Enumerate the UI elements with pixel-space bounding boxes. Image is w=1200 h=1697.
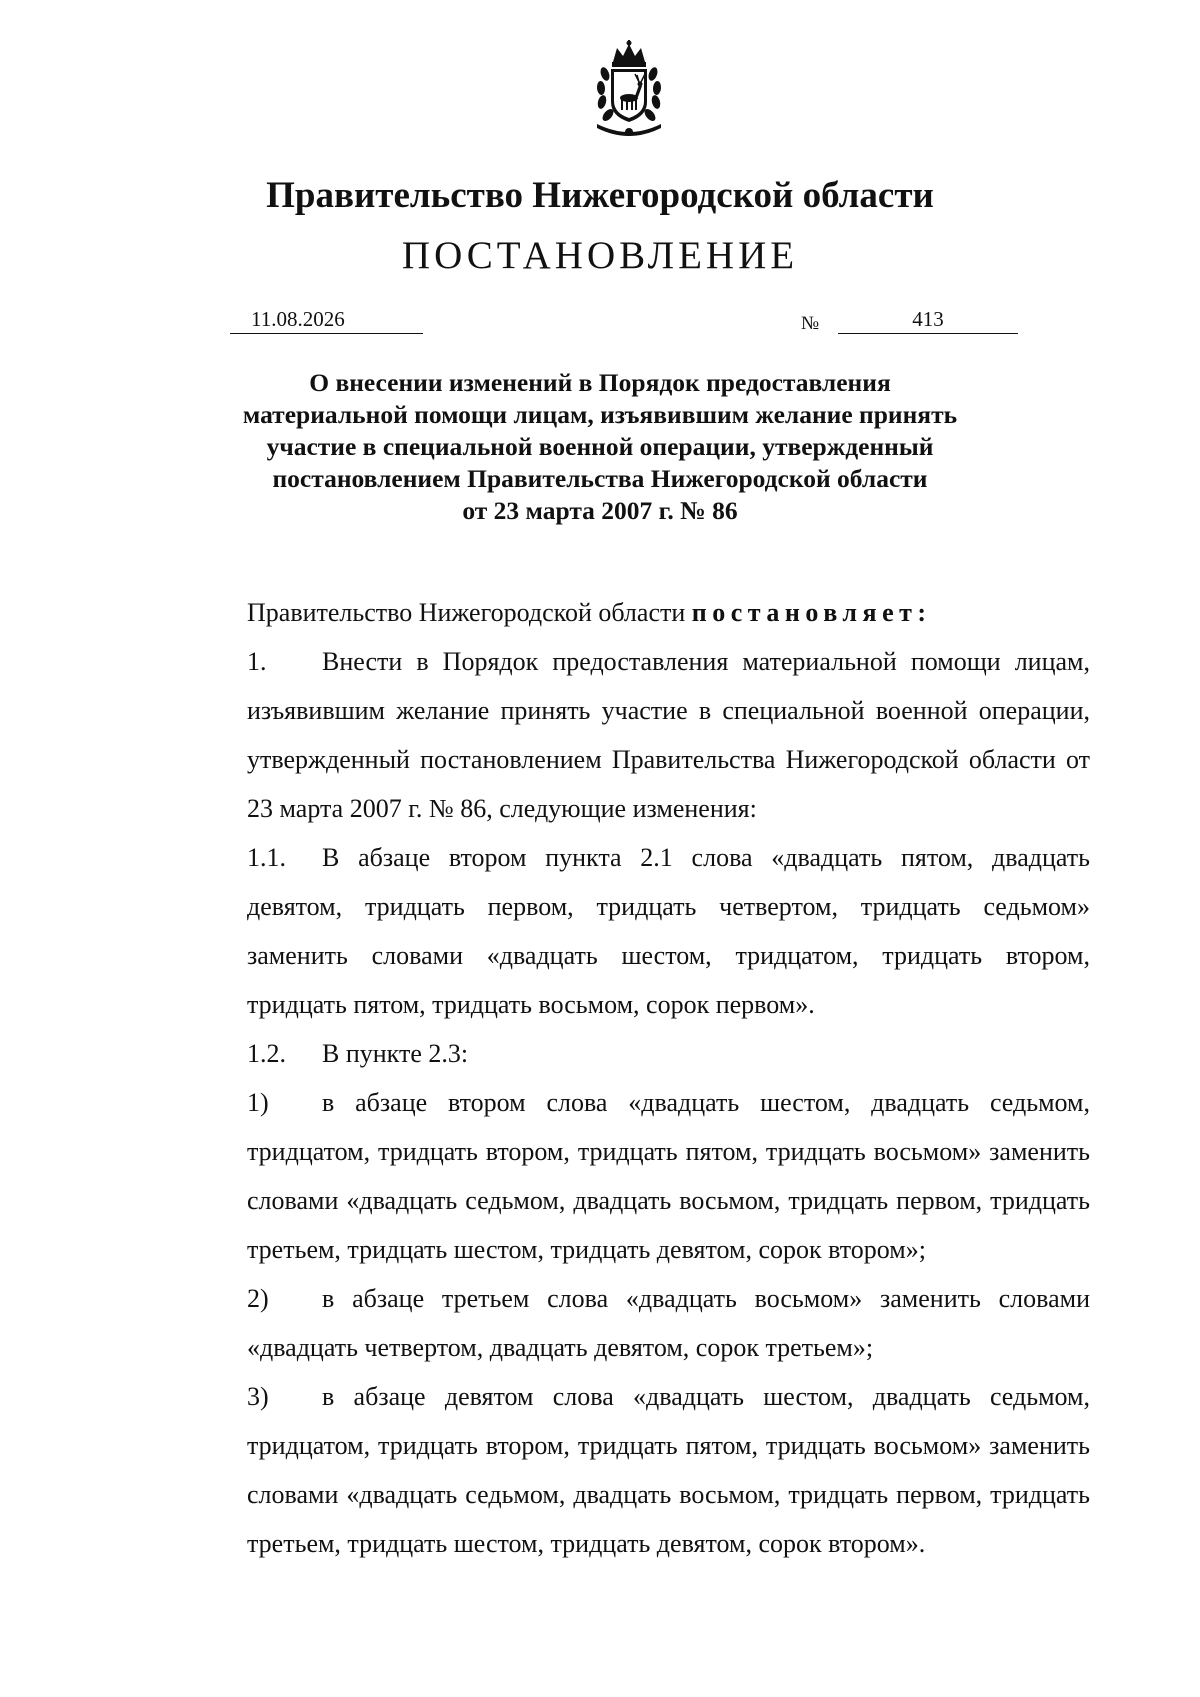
document-number: 413	[838, 305, 1018, 334]
subitem-number: 2)	[247, 1284, 269, 1313]
document-type-title: ПОСТАНОВЛЕНИЕ	[401, 234, 799, 277]
document-date: 11.08.2026	[251, 307, 345, 331]
coat-of-arms-emblem	[577, 40, 681, 146]
subitem-3	[172, 1372, 1090, 1568]
paragraph-1-1	[172, 833, 1090, 1029]
paragraph-number: 1.	[247, 647, 267, 676]
document-date-field	[230, 305, 423, 334]
subitem-number: 1)	[247, 1088, 269, 1117]
preamble-text: Правительство Нижегородской области	[247, 598, 692, 627]
organization-title: Правительство Нижегородской области	[266, 175, 934, 216]
paragraph-text: Внести в Порядок предоставления материальной помощи лицам, изъявившим желание принять участие в специальной военной операции, утвержденный постановлением Правительства Нижегородской области от 23 марта 2007 г. № 86, следующие изменения:	[247, 647, 1090, 823]
subitem-number: 3)	[247, 1382, 269, 1411]
paragraph-number: 1.1.	[247, 843, 286, 872]
subitem-text: в абзаце девятом слова «двадцать шестом, двадцать седьмом, тридцатом, тридцать втором, тридцать пятом, тридцать восьмом» заменить словами «двадцать седьмом, двадцать восьмом, тридцать первом, тридцать третьем, тридцать шестом, тридцать девятом, сорок втором».	[247, 1382, 1090, 1558]
subitem-text: в абзаце втором слова «двадцать шестом, двадцать седьмом, тридцатом, тридцать втором, тридцать пятом, тридцать восьмом» заменить словами «двадцать седьмом, двадцать восьмом, тридцать первом, тридцать третьем, тридцать шестом, тридцать девятом, сорок втором»;	[247, 1088, 1090, 1264]
preamble-action: постановляет:	[691, 598, 932, 627]
subject-line: О внесении изменений в Порядок предоставления	[309, 368, 891, 397]
subitem-1	[172, 1078, 1090, 1274]
paragraph-1	[172, 637, 1090, 833]
subitem-2	[172, 1274, 1090, 1372]
paragraph-text: В абзаце втором пункта 2.1 слова «двадцать пятом, двадцать девятом, тридцать первом, тридцать четвертом, тридцать седьмом» заменить словами «двадцать шестом, тридцатом, тридцать втором, тридцать пятом, тридцать восьмом, сорок первом».	[247, 843, 1090, 1019]
paragraph-number: 1.2.	[247, 1039, 286, 1068]
preamble-paragraph	[172, 588, 1090, 637]
subject-line: от 23 марта 2007 г. № 86	[462, 496, 738, 525]
subject-line: участие в специальной военной операции, утвержденный	[266, 432, 934, 461]
subject-line: материальной помощи лицам, изъявившим желание принять	[242, 400, 958, 429]
document-body	[172, 588, 1090, 1568]
document-subject	[160, 367, 1040, 527]
paragraph-1-2	[172, 1029, 1090, 1078]
number-sign: №	[801, 313, 820, 334]
subitem-text: в абзаце третьем слова «двадцать восьмом» заменить словами «двадцать четвертом, двадцать девятом, сорок третьем»;	[247, 1284, 1090, 1362]
subject-line: постановлением Правительства Нижегородской области	[272, 464, 928, 493]
paragraph-text: В пункте 2.3:	[322, 1039, 469, 1068]
